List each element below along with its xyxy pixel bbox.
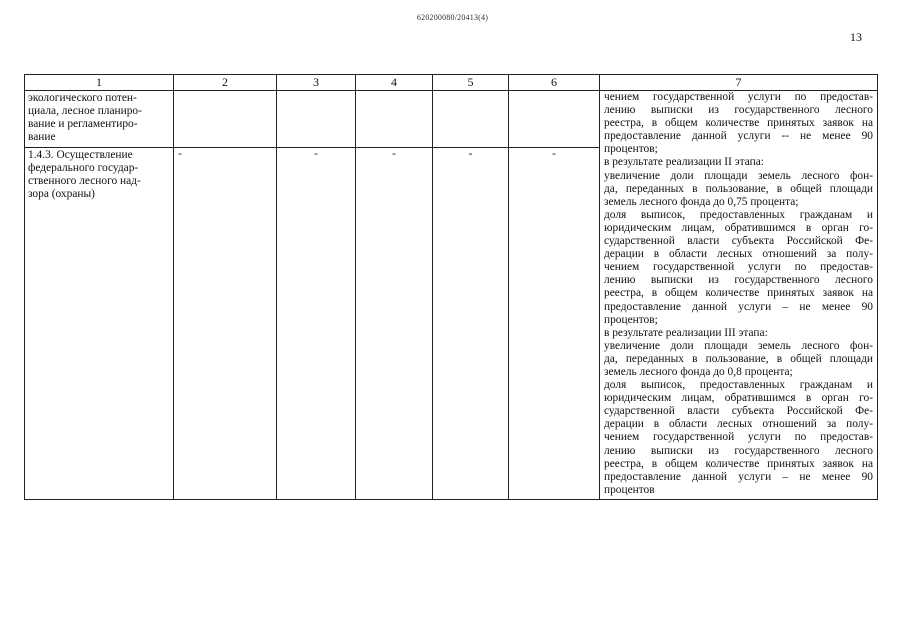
table-row xyxy=(25,91,878,500)
column-header-4: 4 xyxy=(356,75,433,91)
col7-line: процентов; xyxy=(604,313,658,326)
cell-col2 xyxy=(174,91,277,500)
row1-col1-line: экологического потен- xyxy=(28,92,137,104)
column-header-5: 5 xyxy=(433,75,509,91)
column-header-7: 7 xyxy=(600,75,878,91)
row2-col2-dash: - xyxy=(178,148,182,160)
row2-col5-dash: - xyxy=(468,148,473,160)
row1-col3 xyxy=(277,91,355,148)
col7-text xyxy=(600,91,877,499)
col7-line: в результате реализации II этапа: xyxy=(604,156,764,169)
col7-line: лению выписки из государственного лесного xyxy=(604,104,873,117)
col7-line: доля выписок, предоставленных гражданам и xyxy=(604,379,873,392)
row1-col2 xyxy=(174,91,276,148)
col7-line: юридическим лицам, обратившимся в орган го- xyxy=(604,221,873,234)
col7-line: чением государственной услуги по предостав- xyxy=(604,431,873,444)
col7-line: реестра, в общем количестве принятых заявок на xyxy=(604,287,873,300)
page-number: 13 xyxy=(850,30,862,44)
row2-col1 xyxy=(25,148,173,202)
document-code: 620200080/20413(4) xyxy=(416,13,489,22)
col7-line: предоставление данной услуги – не менее 90 xyxy=(604,300,873,313)
col7-line: реестра, в общем количестве принятых заявок на xyxy=(604,457,873,470)
col7-line: сударственной власти субъекта Российской Фе- xyxy=(604,405,873,418)
cell-col5 xyxy=(433,91,509,500)
col7-line: процентов; xyxy=(604,143,658,156)
col7-line: юридическим лицам, обратившимся в орган го- xyxy=(604,392,873,405)
col7-line: сударственной власти субъекта Российской Фе- xyxy=(604,235,873,248)
column-header-3: 3 xyxy=(277,75,356,91)
row1-col6 xyxy=(509,91,599,148)
col7-line: лению выписки из государственного лесного xyxy=(604,274,873,287)
row1-col1-line: циала, лесное планиро- xyxy=(28,104,142,117)
row2-col3-dash: - xyxy=(314,148,318,160)
col7-line: предоставление данной услуги -- не менее 90 xyxy=(604,130,873,143)
col7-line: да, переданных в пользование, в общей площади xyxy=(604,352,873,365)
cell-col1 xyxy=(25,91,174,500)
row2-col1-line: ственного лесного над- xyxy=(28,174,141,187)
col7-line: предоставление данной услуги – не менее 90 xyxy=(604,470,873,483)
row1-col4 xyxy=(356,91,432,148)
row2-col4-dash: - xyxy=(392,148,396,160)
col7-line: увеличение доли площади земель лесного фон- xyxy=(604,169,873,182)
table-header-row xyxy=(25,75,878,91)
col7-line: земель лесного фонда до 0,75 процента; xyxy=(604,195,799,208)
cell-col7 xyxy=(600,91,878,500)
col7-line: да, переданных в пользование, в общей площади xyxy=(604,182,873,195)
column-header-6: 6 xyxy=(509,75,600,91)
col7-line: чением государственной услуги по предостав- xyxy=(604,261,873,274)
data-table xyxy=(24,74,878,500)
col7-line: реестра, в общем количестве принятых заявок на xyxy=(604,117,873,130)
col7-line: дерации в области лесных отношений за полу- xyxy=(604,418,873,431)
row2-col1-line: 1.4.3. Осуществление xyxy=(28,149,133,161)
row2-col1-line: зора (охраны) xyxy=(28,187,95,200)
col7-line: земель лесного фонда до 0,8 процента; xyxy=(604,365,793,378)
col7-line: лению выписки из государственного лесного xyxy=(604,444,873,457)
row1-col5 xyxy=(433,91,508,148)
cell-col6 xyxy=(509,91,600,500)
col7-line: увеличение доли площади земель лесного фон- xyxy=(604,339,873,352)
cell-col4 xyxy=(356,91,433,500)
row1-col1-line: вание и регламентиро- xyxy=(28,117,138,130)
column-header-1: 1 xyxy=(25,75,174,91)
col7-line: в результате реализации III этапа: xyxy=(604,326,768,339)
row1-col1 xyxy=(25,91,173,148)
column-header-2: 2 xyxy=(174,75,277,91)
col7-line: дерации в области лесных отношений за полу- xyxy=(604,248,873,261)
col7-line: процентов xyxy=(604,483,655,496)
row2-col6-dash: - xyxy=(552,148,556,160)
col7-line: чением государственной услуги по предостав- xyxy=(604,91,873,103)
row2-col1-line: федерального государ- xyxy=(28,161,139,174)
cell-col3 xyxy=(277,91,356,500)
row1-col1-line: вание xyxy=(28,130,56,143)
col7-line: доля выписок, предоставленных гражданам и xyxy=(604,208,873,221)
